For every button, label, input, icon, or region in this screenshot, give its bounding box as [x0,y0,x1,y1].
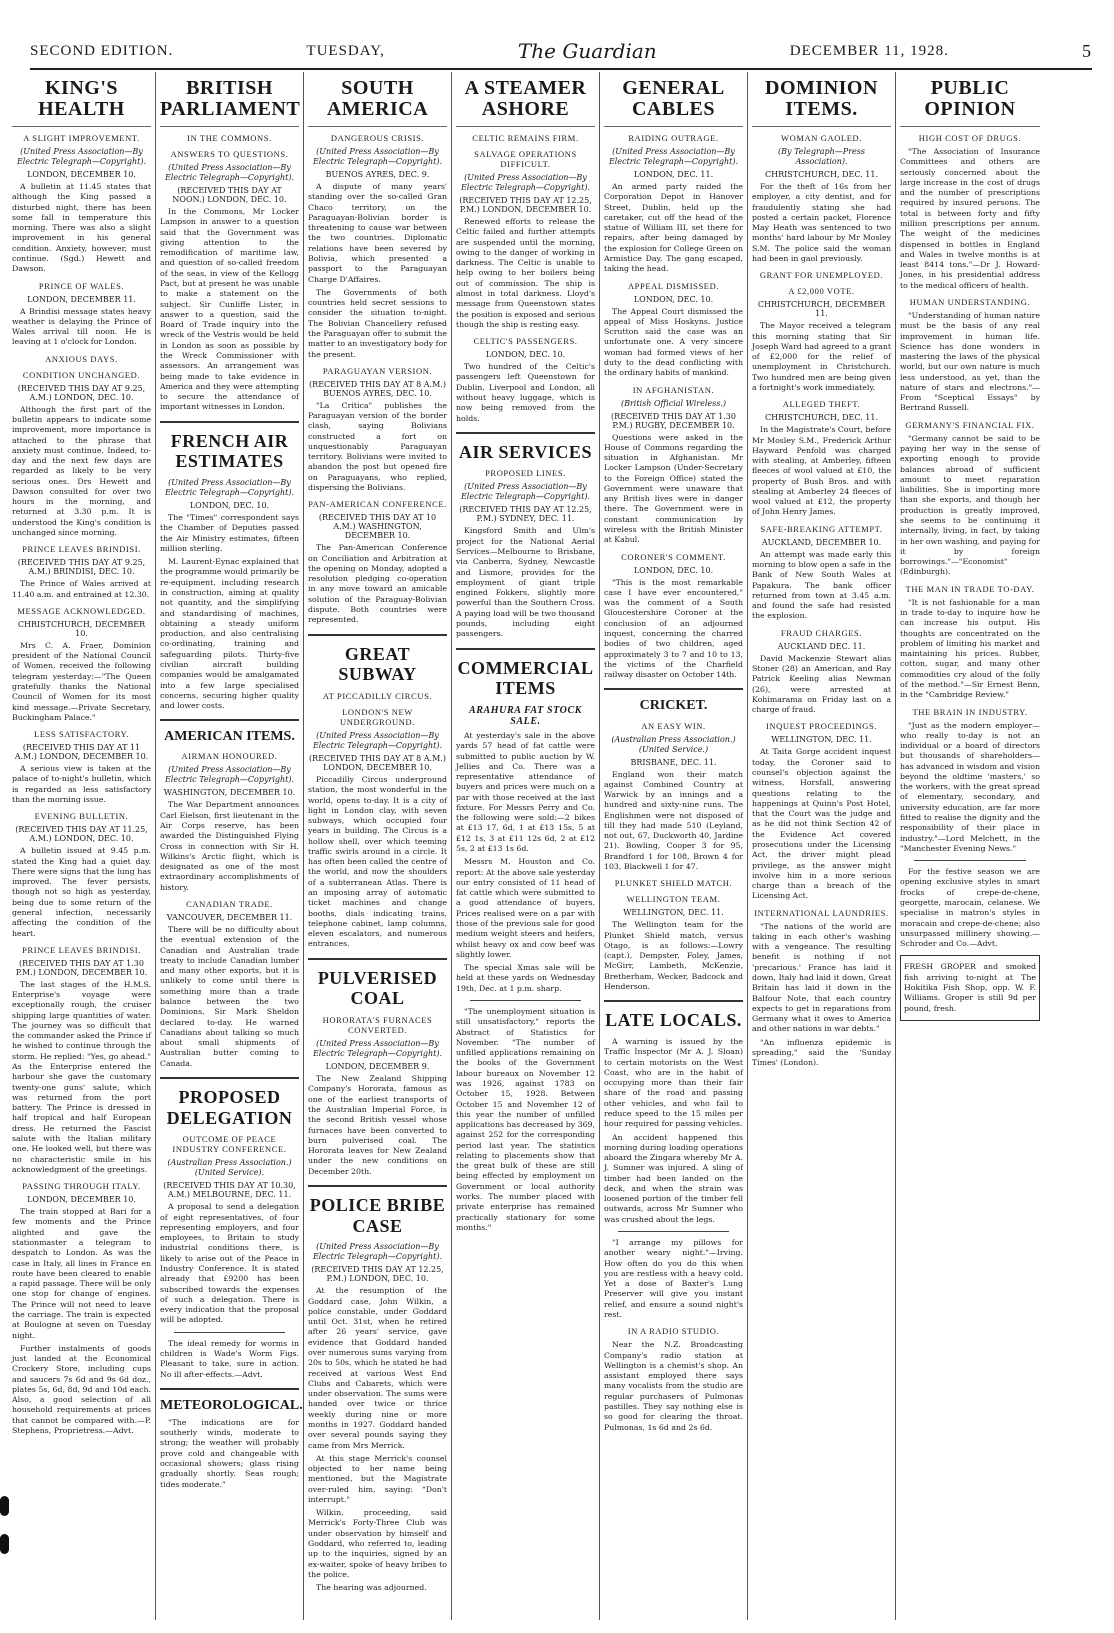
dateline: (RECEIVED THIS DAY AT 12.25, P.M.) SYDNEY, DEC. 11. [459,505,592,524]
subhead: ARAHURA FAT STOCK SALE. [468,704,583,727]
article-paragraph: Two hundred of the Celtic's passengers left Queenstown for Dublin, Liverpool and London, all without heavy luggage, which is now being removed from the holds. [456,362,595,423]
headline-american-items: AMERICAN ITEMS. [164,729,295,745]
subhead: APPEAL DISMISSED. [627,280,720,291]
article-paragraph: At Taita Gorge accident inquest today, the Coroner said to counsel's objection against the witness, Horsfall, answering questions relating to the happenings at Quinn's Post Hotel, that the Court was the judge and as he did not think Section 42 of the Evidence Act covered prosecutions under the Licensing Act, the driver might plead privilege, as the answer might involve him in a more serious charge than a breach of the Licensing Act. [752,747,891,901]
headline-steamer-ashore: A STEAMER ASHORE [456,78,595,127]
dateline: LONDON, DEC. 10. [633,565,714,575]
article-paragraph: "An influenza epidemic is spreading," said the 'Sunday Times' (London). [752,1037,891,1068]
column-rule [160,719,299,721]
subhead: IN AFGHANISTAN. [632,384,715,395]
subhead: THE BRAIN IN INDUSTRY. [912,706,1028,717]
article-paragraph: Mrs C. A. Fraer, Dominion president of the National Council of Women, received the following telegram yesterday:—"The Queen gratefully thanks the National Council of Women for its most kind message.—Private Secretary, Buckingham Palace." [12,640,151,722]
headline-cricket: CRICKET. [639,698,708,714]
article-paragraph: A bulletin issued at 9.45 p.m. stated the King had a quiet day. There were signs that the lung has improved. The fever persists, though not so high as yesterday, being due to some return of the general infection, necessarily affecting the condition of the heart. [12,846,151,938]
subhead: PASSING THROUGH ITALY. [22,1181,141,1192]
fish-shop-advertisement [900,955,1040,1020]
subhead: ALLEGED THEFT. [782,399,861,410]
subhead: GRANT FOR UNEMPLOYED. [759,270,884,281]
subhead: PLUNKET SHIELD MATCH. [614,878,733,889]
subhead: SALVAGE OPERATIONS DIFFICULT. [474,149,577,169]
advertisement: For the festive season we are opening exclusive styles in smart frocks of crepe-de-chene, georgette, marocain, celanese. We specialise in matron's styles in moracain and crepe-de-chene; also unsurpassed millinery showing.—Schroder and Co.—Advt. [900,867,1040,949]
wire-credit: (Australian Press Association.) (United Service.) [611,734,736,754]
dateline: (RECEIVED THIS DAY AT 12.25, P.M.) LONDON, DEC. 10. [311,1265,444,1284]
dateline: LONDON, DECEMBER 10. [27,170,136,179]
column-rule [456,432,595,434]
subhead: LONDON'S NEW UNDERGROUND. [340,706,415,727]
subhead: HIGH COST OF DRUGS. [918,133,1022,143]
subhead: A £2,000 VOTE. [788,286,855,297]
subhead: EVENING BULLETIN. [34,811,129,822]
subhead: DANGEROUS CRISIS. [330,133,425,143]
article-paragraph: "Just as the modern employer—who really to-day is not an individual or a board of directors but thousands of shareholders—has advanced in wisdom and vision beyond the oldtime 'masters,' so the workers, with the great spread of elementary, secondary, and university education, are far more fitted to realise the dignity and the responsibility of their place in industry."—Lord Melchett, in the "Manchester Evening News." [900,720,1040,853]
column-6 [748,72,896,1620]
subhead: AN EASY WIN. [641,720,706,731]
dateline: LONDON, DEC. 10. [633,294,714,304]
article-paragraph: The Appeal Court dismissed the appeal of Miss Hoskyns. Justice Scrutton said the case was an unfortunate one. A very sincere woman had formed views of her duty to the dead conflicting with the ordinary habits of mankind. [604,306,743,378]
dateline: LONDON, DEC. 10. [485,350,566,360]
article-paragraph: "La Critica" publishes the Paraguayan version of the border clash, saying Bolivians constructed a fort on unquestionably Paraguayan territory. Bolivians were invited to abandon the post but opened fire on Paraguayans, who replied, dispersing the Bolivians. [308,400,447,493]
column-rule [308,958,447,960]
divider [618,1231,729,1232]
article-paragraph: Renewed efforts to release the Celtic failed and further attempts are suspended until the morning, owing to the danger of working in darkness. The Celtic is unable to help owing to her boilers being out of commission. The ship is almost in total darkness. Lloyd's message from Queenstown states the position is exposed and serious though the ship is resting easy. [456,217,595,329]
article-paragraph: Although the first part of the bulletin appears to indicate some improvement, more importance is attached to the phrase that anxiety must continue. Indeed, to-day and the next few days are regarded as likely to be very serious ones. Drs Hewett and Dawson consulted for over two hours in the morning, and returned at 3.30 p.m. It is understood the King's condition is unchanged since morning. [12,404,151,538]
article-paragraph: Questions were asked in the House of Commons regarding the situation in Afghanistan. Mr Locker Lampson (Under-Secretary to the Foreign Office) stated the Government were unaware that any British lives were in danger there. The Government were in constant communication by wireless with the British Minister at Kabul. [604,432,743,545]
column-rule [160,421,299,423]
subhead: ANXIOUS DAYS. [45,353,118,364]
edition-label: SECOND EDITION. [30,42,174,59]
column-3 [304,72,452,1620]
wire-credit: (United Press Association—By Electric Telegraph—Copyright). [164,163,295,182]
advertisement: Further instalments of goods just landed at the Economical Crockery Store, including cups and saucers 7s 6d and 9s 6d doz., plates 5s, 6d, 8d, 9d and 10d each. Also, a good selection of all household requirements at prices that cannot be compared with.—P. Stephens, Proprietress.—Advt. [12,1343,151,1436]
headline-proposed-delegation: PROPOSED DELEGATION [166,1086,293,1128]
subhead: PRINCE OF WALES. [38,280,125,291]
dateline: CHRISTCHURCH, DEC. 11. [764,170,879,179]
page-number: 5 [1081,40,1092,61]
article-paragraph: "The nations of the world are taking in each other's washing with a vengeance. The resulting benefit is nothing if not 'precarious.' France has laid it down, Italy had laid it down, Great Britain has laid it down in the Balfour Note, that each country expects to get in reparations from Germany what it owes to America and other nations in war debts." [752,921,891,1034]
article-paragraph: The Mayor received a telegram this morning stating that Sir Joseph Ward had agreed to a grant of £2,000 for the relief of unemployment in Christchurch. Two hundred men are being given a fortnight's work immediately. [752,321,891,392]
headline-late-locals: LATE LOCALS. [605,1010,742,1031]
headline-french-air-estimates: FRENCH AIR ESTIMATES [170,430,289,472]
dateline: CHRISTCHURCH, DECEMBER 11. [757,300,886,319]
article-paragraph: Piccadilly Circus underground station, the most wonderful in the world, opens to-day. It is a city of light in London clay, with seven subways, which occupied four years in building. The Circus is a hollow shell, over which teeming traffic swirls around in a circle. It has often been called the centre of the world, and now the shoulders of a subterranean Atlas. There is an imposing array of automatic ticket machines and change booths, dials indicating trains, telephone cabinet, lamp columns, eleven escalators, and numerous entrances. [308,774,447,949]
article-paragraph: For the theft of 16s from her employer, a city dentist, and for fraudulently stating she had posted a certain packet, Florence May Heath was sentenced to two months' hard labour by Mr Mosley S.M. The police said the woman had been in gaol previously. [752,182,891,263]
divider [470,1000,581,1001]
wire-credit: (United Press Association—By Electric Telegraph—Copyright). [164,478,295,497]
article-paragraph: At the resumption of the Goddard case, John Wilkin, a police constable, under Goddard until Oct. 31st, when he retired after 26 years' service, gave evidence that Goddard handed over numerous sums varying from 20s to 50s, which he stated he had received at various West End Clubs and Cabarets, which were under observation. The sums were handed over twice or thrice weekly during nine or more months in 1927. Goddard handed over several pounds saying they came from Mrs Merrick. [308,1286,447,1450]
subhead: A SLIGHT IMPROVEMENT. [23,133,140,143]
article-paragraph: A proposal to send a delegation of eight representatives, of four representing employers, and four employees, to Britain to study industrial conditions there, is likely to arise out of the Peace in Industry Conference. It is stated already that £9200 has been subscribed towards the expenses of such a delegation. There is every indication that the proposal will be adopted. [160,1202,299,1325]
article-paragraph: Kingsford Smith and Ulm's project for the National Aerial Services—Melbourne to Brisbane, via Canberra, Sydney, Newcastle and Lismore, provides for the employment of giant triple engined Fokkers, slightly more powerful than the Southern Cross. A paying load will be two thousand pounds, including eight passengers. [456,526,595,639]
article-paragraph: David Mackenzie Stewart alias Stoner (28) an American, and Ray Patrick Keeling alias Newman (26), were arrested at Kohimarama on Friday last on a charge of fraud. [752,653,891,715]
dateline: AUCKLAND, DECEMBER 10. [761,537,882,547]
headline-general-cables: GENERAL CABLES [604,78,743,127]
subhead: PRINCE LEAVES BRINDISI. [22,944,141,955]
dateline: (RECEIVED THIS DAY AT 1.30 P.M.) RUGBY, DECEMBER 10. [611,411,736,430]
article-paragraph: The Governments of both countries held secret sessions to consider the situation to-night. The Bolivian Chancellery refused the Paraguayan offer to submit the matter to an investigatory body for the present. [308,287,447,359]
subhead: CELTIC REMAINS FIRM. [472,133,579,143]
dateline: BRISBANE, DEC. 11. [630,757,717,767]
advertisement: The ideal remedy for worms in children is Wade's Worm Figs. Pleasant to take, sure in action. No ill after-effects.—Advt. [160,1338,299,1379]
article-paragraph: The special Xmas sale will be held at these yards on Wednesday 19th, Dec. at 1 p.m. sharp. [456,963,595,993]
dateline: LONDON, DECEMBER 10. [27,1195,136,1205]
wire-credit: (British Official Wireless.) [620,398,727,408]
wire-credit: (By Telegraph—Press Association). [778,147,865,166]
issue-date: DECEMBER 11, 1928. [789,42,949,59]
wire-credit: (United Press Association—By Electric Telegraph—Copyright). [312,147,443,166]
dateline: (RECEIVED THIS DAY AT 1.30 P.M.) LONDON, DECEMBER 10. [15,958,148,977]
dateline: CHRISTCHURCH, DECEMBER 10. [17,619,146,638]
dateline: LONDON, DEC. 11. [633,170,714,179]
headline-air-services: AIR SERVICES [459,441,592,462]
subhead: RAIDING OUTRAGE. [628,133,719,143]
wire-credit: (United Press Association—By Electric Telegraph—Copyright). [164,765,295,785]
dateline: LONDON, DECEMBER 11. [27,294,136,304]
headline-commercial-items: COMMERCIAL ITEMS [457,657,594,699]
wire-credit: (United Press Association—By Electric Telegraph—Copyright). [312,1242,443,1262]
article-paragraph: England won their match against Combined Country at Warwick by an innings and a hundred and sixty-nine runs. The Englishmen were not disposed of till they had made 510 (Leyland, not out, 67, Duckworth 40, Jardine 21). Bowling, Cooper 3 for 95, Brandford 1 for 108, Brown 4 for 103, Blackwell 1 for 47. [604,769,743,872]
subhead: PROPOSED LINES. [485,468,566,479]
column-rule [604,688,743,690]
subhead: GERMANY'S FINANCIAL FIX. [905,419,1035,430]
advertisement: Near the N.Z. Broadcasting Company's radio station at Wellington is a chemist's shop. An assistant employed there says many vocalists from the studio are regular purchasers of Pulmonas pastilles. They say nothing else is so good for clearing the throat. Pulmonas, 1s 6d and 2s 6d. [604,1340,743,1432]
subhead: WELLINGTON TEAM. [626,894,721,905]
article-paragraph: An armed party raided the Corporation Depot in Hanover Street, Dublin, held up the caretaker, cut off the head of the statue of William III, set there for repairs, after being damaged by the explosion for College Green on Armistice Day. The gang escaped, taking the head. [604,182,743,274]
advertisement: "I arrange my pillows for another weary night."—Irving. How often do you do this when you are restless with a heavy cold. Yet a dose of Baxter's Lung Preserver will give you instant relief, and ensure a sound night's rest. [604,1238,743,1319]
subhead: AT PICCADILLY CIRCUS. [322,690,433,701]
column-1 [8,72,156,1620]
subhead: FRAUD CHARGES. [780,627,863,638]
dateline: (RECEIVED THIS DAY AT 9.25, A.M.) BRINDISI, DEC. 10. [17,558,146,577]
article-paragraph: M. Laurent-Eynac explained that the programme would primarily be re-equipment, including research in construction, aiming at quality not quantity, and the simplifying and standardising of machines, obtaining a steady uniform production, and also centralising co-ordinating, training and safeguarding pilots. Thirty-five civilian aircraft building companies would be amalgamated into a few large specialised concerns, securing higher quality and lower costs. [160,557,299,711]
paper-title: The Guardian [517,39,657,63]
dateline: LONDON, DEC. 10. [189,501,270,510]
wire-credit: (United Press Association—By Electric Telegraph—Copyright). [312,730,443,750]
article-paragraph: The train stopped at Bari for a few moments and the Prince alighted and gave the stationmaster a telegram to despatch to London. As was the case in Italy, all lines in France en route have been cleared to enable a rapid passage. There will be only one stop for change of engines. The Prince will not need to leave the carriage. The train is expected at Boulogne at seven on Tuesday night. [12,1207,151,1340]
column-7 [896,72,1044,1620]
subhead: OUTCOME OF PEACE INDUSTRY CONFERENCE. [172,1134,287,1155]
subhead: PARAGUAYAN VERSION. [322,365,433,376]
divider [174,1332,285,1333]
dateline: CHRISTCHURCH, DEC. 11. [764,413,879,423]
dateline: BUENOS AYRES, DEC. 9. [325,170,430,179]
headline-dominion-items: DOMINION ITEMS. [752,78,891,127]
article-paragraph: A bulletin at 11.45 states that although the King passed a disturbed night, there has been some fall in temperature this morning. There was also a slight improvement in his general condition. Anxiety, however, must continue. (Sgd.) Hewett and Dawson. [12,182,151,274]
wire-credit: (United Press Association—By Electric Telegraph—Copyright). [608,147,739,166]
article-paragraph: The War Department announces Carl Eielson, first lieutenant in the Air Corps reserve, has been awarded the Distinguished Flying Cross in connection with Sir H. Wilkins's Arctic flight, which is designated as one of the most extraordinary accomplishments of history. [160,800,299,892]
article-paragraph: A dispute of many years' standing over the so-called Gran Chaco territory, on the Paraguayan-Bolivian border is threatening to cause war between the two countries. Diplomatic relations have been severed by Bolivia, which presented a passport to the Paraguayan Charge D'Affaires. [308,182,447,284]
headline-police-bribe-case: POLICE BRIBE CASE [309,1194,446,1236]
dateline: (RECEIVED THIS DAY AT 11.25, A.M.) LONDON, DEC. 10. [15,825,148,844]
article-paragraph: Wilkin, proceeding, said Merrick's Forty-Three Club was under observation by himself and Goddard, who referred to, leading up to the inquiries, signed by an ex-waiter, spoke of heavy bribes to the police. [308,1508,447,1579]
advertisement-text: FRESH GROPER and smoked fish arriving to-night at The Hokitika Fish Shop, opp. W. F. Williams. Groper is still 9d per pound, fresh. [904,962,1036,1013]
day-label: TUESDAY, [306,42,385,59]
column-rule [160,1077,299,1079]
subhead: AIRMAN HONOURED. [181,751,278,762]
article-paragraph: "The indications are for southerly winds, moderate to strong; the weather will probably prove cold and changeable with occasional showers; glass rising gradually shortly. Seas rough; tides moderate." [160,1417,299,1489]
article-paragraph: A warning is issued by the Traffic Inspector (Mr A. J. Sloan) to certain motorists on the West Coast, who are in the habit of occupying more than their fair share of the road and passing other vehicles, and who fail to reduce speed to the 15 miles per hour required for passing vehicles. [604,1036,743,1129]
article-paragraph: The Pan-American Conference on Conciliation and Arbitration at the opening on Monday, adopted a resolution pledging co-operation in any move toward an amicable solution of the Paraguay-Bolivian dispute. Both countries were represented. [308,543,447,625]
wire-credit: (United Press Association—By Electric Telegraph—Copyright). [16,147,147,166]
dateline: AUCKLAND DEC. 11. [777,641,866,651]
subhead: SAFE-BREAKING ATTEMPT. [760,523,883,534]
column-4 [452,72,600,1620]
wire-credit: (United Press Association—By Electric Telegraph—Copyright). [312,1039,443,1059]
article-paragraph: The "Times" correspondent says the Chamber of Deputies passed the Air Ministry estimates, fifteen million sterling. [160,513,299,553]
subhead: IN A RADIO STUDIO. [627,1326,720,1337]
dateline: (RECEIVED THIS DAY AT 11 A.M.) LONDON, DECEMBER 10. [14,743,149,762]
subhead: WOMAN GAOLED. [781,133,862,143]
dateline: (RECEIVED THIS DAY AT 8 A.M.) BUENOS AYRES, DEC. 10. [309,379,446,398]
subhead: INTERNATIONAL LAUNDRIES. [754,907,889,918]
column-rule [160,1388,299,1390]
columns [8,72,1100,1620]
subhead: CELTIC'S PASSENGERS. [473,336,578,347]
dateline: (RECEIVED THIS DAY AT NOON.) LONDON, DEC. 10. [172,186,287,204]
subhead: CORONER'S COMMENT. [621,551,726,562]
dateline: (RECEIVED THIS DAY AT 10 A.M.) WASHINGTON, DECEMBER 10. [318,513,437,541]
article-paragraph: An attempt was made early this morning to blow open a safe in the Bank of New South Wales at Papakura. The bank officer returned from town at 3.45 a.m. and found the safe had resisted the explosion. [752,549,891,621]
dateline: (RECEIVED THIS DAY AT 9.25, A.M.) LONDON, DEC. 10. [17,383,146,402]
column-rule [308,1185,447,1187]
headline-pulverised-coal: PULVERISED COAL [317,967,438,1009]
subhead: HUMAN UNDERSTANDING. [909,296,1031,307]
headline-kings-health: KING'S HEALTH [12,78,151,127]
article-paragraph: "Understanding of human nature must be the basis of any real improvement in human life. Science has done wonders in mastering the laws of the physical world, but our own nature is much less understood, as yet, than the nature of stars and electrons."—From "Sceptical Essays" by Bertrand Russell. [900,310,1040,413]
dateline: (RECEIVED THIS DAY AT 12.25, P.M.) LONDON, DECEMBER 10. [459,196,592,214]
article-paragraph: The last stages of the H.M.S. Enterprise's voyage were exceptionally rough, the cruiser shipping large quantities of water. The journey was so difficult that the commander asked the Prince if he wished to continue through the storm. He replied: "Yes, go ahead." As the Enterprise entered the harbour she gave the customary twenty-one guns' salute, which was returned from the port battery. The Prince is dressed in half tropical and half European dress. He returned the Fascist salute with the Italian military one. He looked well, but there was no characteristic smile in his acknowledgment of the greetings. [12,979,151,1174]
article-paragraph: "The unemployment situation is still unsatisfactory," reports the Abstract of Statistics for November. "The number of unfilled applications remaining on the books of the Government labour bureaux on November 12 was 1926, against 1783 on October 15, 1928. Between October 15 and November 12 of this year the number of unfilled applications has decreased by 369, against 252 for the corresponding period last year. The statistics relating to placements show that the great bulk of these are still being effected by employment on Government or local authority works. The number placed with private enterprise has remained practically stationary for some months." [456,1006,595,1232]
article-paragraph: A Brindisi message states heavy weather is delaying the Prince of Wales arrival till noon. He is leaving at 1 o'clock for London. [12,306,151,347]
column-2 [156,72,304,1620]
article-paragraph: An accident happened this morning during loading operations aboard the Zingara whereby Mr A. J. Sumner was injured. A sling of timber had been landed on the deck, and when the strain was loosened portion of the timber fell outwards, across Mr Sumner who was crushed about the legs. [604,1132,743,1224]
column-rule [456,648,595,650]
masthead [30,34,1092,70]
dateline: LONDON, DECEMBER 9. [325,1062,430,1072]
dateline: WELLINGTON, DEC. 11. [771,735,872,745]
article-paragraph: "This is the most remarkable case I have ever encountered," was the comment of a South Gloucestershire Coroner at the conclusion of an adjourned inquest, concerning the charred bodies of two children, aged approximately 3 to 7 and 10 to 13, the victims of the Charfield railway disaster on October 14th. [604,577,743,680]
wire-credit: (Australian Press Association.) (United Service). [167,1158,292,1178]
dateline: WELLINGTON, DEC. 11. [623,908,724,918]
headline-public-opinion: PUBLIC OPINION [900,78,1040,127]
article-paragraph: The hearing was adjourned. [316,1583,427,1593]
article-paragraph: In the Magistrate's Court, before Mr Mosley S.M., Frederick Arthur Hayward Penfold was charged with stealing, at Amberley, fifteen fleeces of wool valued at £10, the property of Bush Bros. and with stealing at Amberley 24 fleeces of wool valued at £12, the property of John Henry James. [752,425,891,517]
subhead: PRINCE LEAVES BRINDISI. [22,544,141,555]
article-paragraph: The Wellington team for the Plunket Shield match, versus Otago, is as follows:—Lowry (capt.), Dempster, Foley, James, McGirr, Lambeth, McKenzie, Bretherham, Wecker, Badcock and Henderson. [604,920,743,991]
article-paragraph: "It is not fashionable for a man in trade to-day to inquire how he can increase his output. His thoughts are concentrated on the problem of limiting his market and maintaining his prices. Rubber, cotton, sugar, and many other commodities cry aloud of the folly of the method."—Sir Ernest Benn, in the "Cambridge Review." [900,597,1040,700]
divider [914,860,1026,861]
subhead: CONDITION UNCHANGED. [22,369,141,380]
article-paragraph: Messrs M. Houston and Co. report: At the above sale yesterday our entry consisted of 11 head of fat cattle which were submitted to a good attendance of buyers. Prices realised were on a par with those of the previous sale for good medium weight steers and heifers, whilst heavy ox and cow beef was slightly lower. [456,857,595,959]
article-paragraph: At yesterday's sale in the above yards 57 head of fat cattle were submitted to public auction by W. Jellies and Co. There was a representative attendance of buyers and prices were much on a par with those received at the last fixture. For Messrs Perry and Co. the following were sold:—2 bikes at £13 17, 6d, 1 at £13 15s, 5 at £12 1s, 3 at £11 12s 6d, 2 at £12 5s, 2 at £13 1s 6d. [456,730,595,854]
wire-credit: (United Press Association—By Electric Telegraph—Copyright). [460,173,591,192]
headline-great-subway: GREAT SUBWAY [338,643,417,685]
headline-south-america: SOUTH AMERICA [308,78,447,127]
dateline: WASHINGTON, DECEMBER 10. [163,788,296,798]
article-paragraph: In the Commons, Mr Locker Lampson in answer to a question said that the Government was giving attention to the remodification of maritime law, and question of so-called freedom of the seas, in view of the Kellogg Pact, but at present he was unable to make a statement on the subject. Sir Cunliffe Lister, in answer to a question, said the Board of Trade inquiry into the wreck of the Vestris would be held in London as soon as possible by the Wreck Commissioner with assessors. An arrangement was being made to take evidence in America and they were attempting to secure the attendance of important witnesses in London. [160,207,299,412]
subhead: MESSAGE ACKNOWLEDGED. [17,605,146,616]
wire-credit: (United Press Association—By Electric Telegraph—Copyright). [460,482,591,502]
article-paragraph: The New Zealand Shipping Company's Hororata, famous as one of the earliest transports of the Australian Imperial Force, is the second British vessel whose furnaces have been converted to burn pulverised coal. The Hororata leaves for New Zealand under the new conditions on December 20th. [308,1074,447,1176]
article-paragraph: The Prince of Wales arrived at 11.40 a.m. and entrained at 12.30. [12,579,151,599]
article-paragraph: "The Association of Insurance Committees and others are seriously concerned about the large increase in the cost of drugs and the number of prescriptions required by insured persons. The total is between forty and fifty million prescriptions per annum. The weight of the medicines dispensed in bottles in England and Wales in twelve months is at least 8414 tons."—Dr J. Howard-Jones, in his presidential address to the medical officers of health. [900,147,1040,290]
subhead: CANADIAN TRADE. [186,898,273,909]
subhead: PAN-AMERICAN CONFERENCE. [308,499,447,510]
column-5 [600,72,748,1620]
subhead: THE MAN IN TRADE TO-DAY. [905,583,1035,594]
subhead: ANSWERS TO QUESTIONS. [170,149,289,159]
subhead: INQUEST PROCEEDINGS. [765,721,878,732]
subhead: HORORATA'S FURNACES CONVERTED. [322,1015,433,1036]
dateline: VANCOUVER, DECEMBER 11. [166,912,293,922]
subhead: LESS SATISFACTORY. [34,729,129,740]
article-paragraph: A serious view is taken at the palace of to-night's bulletin, which is regarded as less satisfactory than the morning issue. [12,764,151,804]
subhead: IN THE COMMONS. [187,133,272,143]
headline-meteorological: METEOROLOGICAL. [160,1397,303,1413]
column-rule [308,634,447,636]
dateline: (RECEIVED THIS DAY AT 10.30, A.M.) MELBOURNE, DEC. 11. [163,1181,296,1200]
headline-british-parliament: BRITISH PARLIAMENT [160,78,299,127]
article-paragraph: At this stage Merrick's counsel objected to her name being mentioned, but the Magistrate over-ruled him, saying: "Don't interrupt." [308,1453,447,1504]
article-paragraph: There will be no difficulty about the eventual extension of the Canadian and Australian trade treaty to include Canadian lumber and many other exports, but it is unlikely to come until there is something more than a trade balance between the two Dominions, Sir Mark Sheldon declared to-day. He warned Canadians about talking so much about small shipments of Australian butter coming to Canada. [160,924,299,1068]
dateline: (RECEIVED THIS DAY AT 8 A.M.) LONDON, DECEMBER 10. [309,753,446,772]
article-paragraph: "Germany cannot be said to be paying her way in the sense of exporting enough to provide balances abroad of sufficient amount to meet reparation liabilities. She is importing more than she exports, and though her production is greatly improved, she seems to be continuing it internally, living, in fact, by taking in her own washing, and paying for it by foreign borrowings."—"Economist" (Edinburgh). [900,433,1040,577]
column-rule [604,1000,743,1002]
